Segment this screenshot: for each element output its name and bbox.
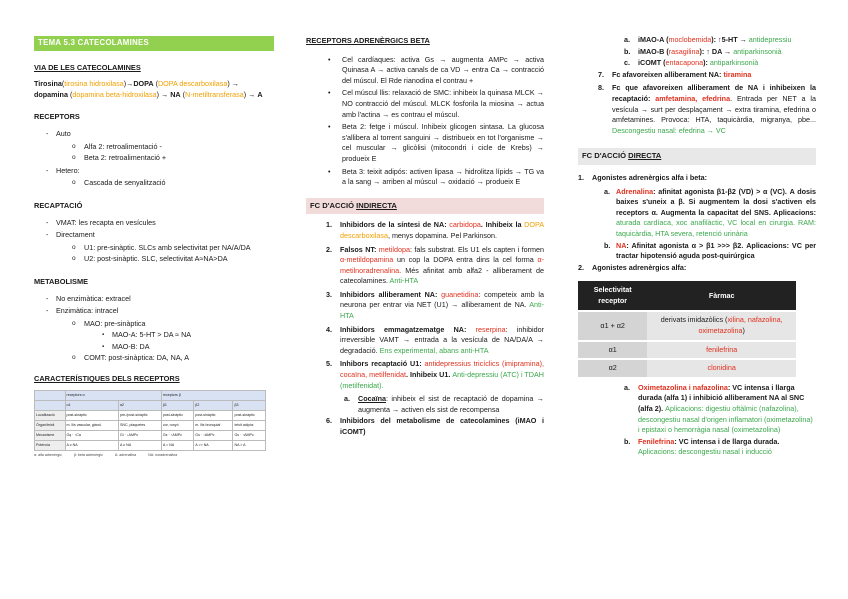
fenilefrina-item: b. Fenilefrina: VC intensa i de llarga durada. Aplicacions: descongestiu nasal i inducció [624,436,780,457]
beta-header: RECEPTORS ADRENÈRGICS BETA [306,36,430,45]
beta-bullet: • Beta 2: fetge i múscul. Inhibeix glicogen sintasa. La glucosa s'allibera al torrent sanguini → distribueix en tot l'organisme → cel muscular → glicòlisi (mitocondri i cicle de Krebs) → produeix E [306,122,544,164]
metab-enz: - Enzimàtica: intracel [34,306,274,317]
metab-comt: o COMT: post-sinàptica: DA, NA, A [34,353,274,364]
table-row: α1 + α2 derivats imidazòlics (xilina, nafazolina, oximetazolina) [578,311,796,340]
mini-row: Potència A ≥ NA A ≥ NA A = NA A >> NA NA > A [35,440,266,450]
indirecta-item-4: 4. Inhibidors emmagatzematge NA: reserpina: inhibidor irreversible VAMT → entrada a la vesícula de NA/DA/A → degradació. Ens experimental, abans anti-HTA [326,324,545,355]
beta-bullet: • Beta 3: teixit adipós: activen lipasa → hidrolitza lípids → TG va a la sang → arriben al múscul → oxidació → produeix E [306,167,544,188]
directa-header: FC D'ACCIÓ DIRECTA [578,148,816,165]
table-row: α2 clonidina [578,359,796,377]
item-7: 7. Fc afavoreixen alliberament NA: tiramina [598,69,752,79]
topic-title: TEMA 5.3 CATECOLAMINES [34,36,274,51]
column-2 [306,0,544,441]
column-1 [34,0,274,458]
metab-no-enz: - No enzimàtica: extracel [34,294,274,305]
directa-2: 2. Agonistes adrenèrgics alfa: [578,262,687,272]
mini-group2: receptors β [161,390,265,400]
mini-row: Òrgan/teixit m. llis vascular, gland. SNC, plaquetes cor, ronyó m. llis bronquial teixit adipós [35,420,266,430]
caract-header: CARACTERÍSTIQUES DELS RECEPTORS [34,374,180,384]
indirecta-item-3: 3. Inhibidors alliberament NA: guanetidina: competeix amb la neurona per entrar via NET (U1) → alliberament de NA. Anti-HTA [326,289,544,321]
receptor-hetero: - Hetero: [34,166,274,177]
recaptacio-u1: o U1: pre-sinàptic. SLCs amb selectivitat per NA/A/DA [34,243,274,254]
metab-maoa: ▪ MAO-A: 5-HT > DA ≈ NA [34,330,274,341]
na-item: b. NA: Afinitat agonista α > β1 >>> β2. Aplicacions: VC per tractar hipotensió aguda post-quirúrgica [604,240,816,261]
receptor-alfa2: o Alfa 2: retroalimentació - [34,142,274,153]
cocaina-item: a. Cocaïna: inhibeix el sist de recaptació de dopamina → augmenta → activen els sist de recompensa [344,394,544,414]
th-farmac: Fàrmac [647,281,796,311]
imao-a: a. iMAO-A (moclobemida): ↑5-HT → antidepressiu [624,35,792,44]
indirecta-item-5: 5. Inhibors recaptació U1: antidepressius tricíclics (imipramina), cocaïna, metilfenidat. Inhibeix U1. Anti-depressiu (ATC) i TDAH (metilfenidat). [326,359,544,390]
adrenalina-item: a. Adrenalina: afinitat agonista β1-β2 (VD) > α (VC). A dosis baixes s'uneix a β. Si augmentem la dosi s'activen els receptors α. Augmenta la capacitat del SNS. Aplicacions: aturada cardíaca, xoc anafilàctic, VC local en cirurgia. RAM: taquicàrdia, HTA severa, retenció urinària [604,186,816,238]
imao-b: b. iMAO-B (rasagilina): ↑ DA → antiparkinsonià [624,46,782,56]
receptors-mini-table: receptors α receptors β α1 α2 β1 β2 β3 Localització post-sinàptic pre-/post-sinàptic post-sinàptic post-sinàptic post-sinàptic Òrgan/teixit m. llis vascular, gland. SNC, plaquetes cor, ronyó m. llis bronquial teixit adipós Mecanisme Gq · ↑Ca Gi · ↓AMPc Gs · ↑AMPc Gs · ↑AMPc Gs · ↑AMPc Potència A ≥ NA A ≥ NA A = NA A >> NA NA > A [34,390,266,451]
indirecta-item-6: 6. Inhibidors del metabolisme de catecolamines (iMAO i iCOMT) [326,416,544,436]
metab-mao: o MAO: pre-sinàptica [34,319,274,330]
oximetazolina-item: a. Oximetazolina i nafazolina: VC intensa i llarga durada (alfa 1) i inhibició alliberament NA al SNC (alfa 2). Aplicacions: digestiu oftàlmic (nafazolina), descongestiu nasal d'origen inflamatori (oximetazolina) i epistaxi o hemorràgia nasal (oximetazolina) [624,382,813,435]
indirecta-item-2: 2. Falsos NT: metildopa: fals substrat. Els U1 els capten i formen α-metildopamina un cop la DOPA entra dins la cel forma α-metilnoradrenalina. Més afinitat amb alfa2 - alliberament de catecolamines. Anti-HTA [326,244,544,286]
metabolisme-header: METABOLISME [34,276,89,286]
receptor-auto: - Auto [34,129,274,140]
icomt: c. iCOMT (entacapona): antiparkinsonià [624,58,759,68]
alpha-agonists-table [578,281,796,377]
mini-row: Localització post-sinàptic pre-/post-sinàptic post-sinàptic post-sinàptic post-sinàptic [35,410,266,420]
indirecta-item-1: 1. Inhibidors de la síntesi de NA: carbidopa. Inhibeix la DOPA descarboxilasa, menys dopamina. Pel Parkinson. [326,220,544,240]
via-pathway: Tirosina(tirosina hidroxilasa)→DOPA (DOPA descarboxilasa) → dopamina (dopamina beta-hidroxilasa) → NA (N-metiltransferasa) → A [34,79,263,99]
receptor-cascada: o Cascada de senyalització [34,178,274,189]
recaptacio-directament: - Directament [34,230,274,241]
mini-legend: α: alfa adrenèrgic β: beta adrenèrgic A: adrenalina NA: noradrenalina [34,452,178,457]
receptors-header: RECEPTORS [34,112,80,122]
recaptacio-u2: o U2: post-sinàptic. SLC, selectivitat A≈NA>DA [34,254,274,265]
indirecta-header: FC D'ACCIÓ INDIRECTA [306,198,544,215]
item-8: 8. Fc que afavoreixen alliberament de NA i inhibeixen la recaptació: amfetamina, efedrina. Entrada per NET a la vesícula → surt per desplaçament → extra tiramina, efedrina o amfetamines. Provoca: HTA, taquicàrdia, migranya, pbe... Descongestiu nasal: efedrina → VC [598,83,816,135]
mini-row: Mecanisme Gq · ↑Ca Gi · ↓AMPc Gs · ↑AMPc Gs · ↑AMPc Gs · ↑AMPc [35,430,266,440]
metab-maob: ▪ MAO-B: DA [34,342,274,353]
column-3 [578,0,816,459]
via-header: VIA DE LES CATECOLAMINES [34,62,141,72]
beta-bullet: • Cel cardíaques: activa Gs → augmenta AMPc → activa Quinasa A → activa canals de ca VD → entra Ca → contracció del múscul. El Rde rianodina el contrau + [306,55,544,87]
mini-group1: receptors α [65,390,161,400]
th-selectivitat: Selectivitat receptor [578,281,647,311]
receptor-beta2: o Beta 2: retroalimentació + [34,153,274,164]
directa-1: 1. Agonistes adrenèrgics alfa i beta: [578,172,708,182]
recaptacio-header: RECAPTACIÓ [34,200,83,210]
beta-bullet: • Cel múscul llis: relaxació de SMC: inhibeix la quinasa MLCK → NO contracció del múscul. MLCK fosforila la miosina → actua amb l'actina → es contrau el múscul. [306,88,544,120]
table-row: α1 fenilefrina [578,341,796,360]
recaptacio-vmat: - VMAT: les recapta en vesícules [34,218,274,229]
